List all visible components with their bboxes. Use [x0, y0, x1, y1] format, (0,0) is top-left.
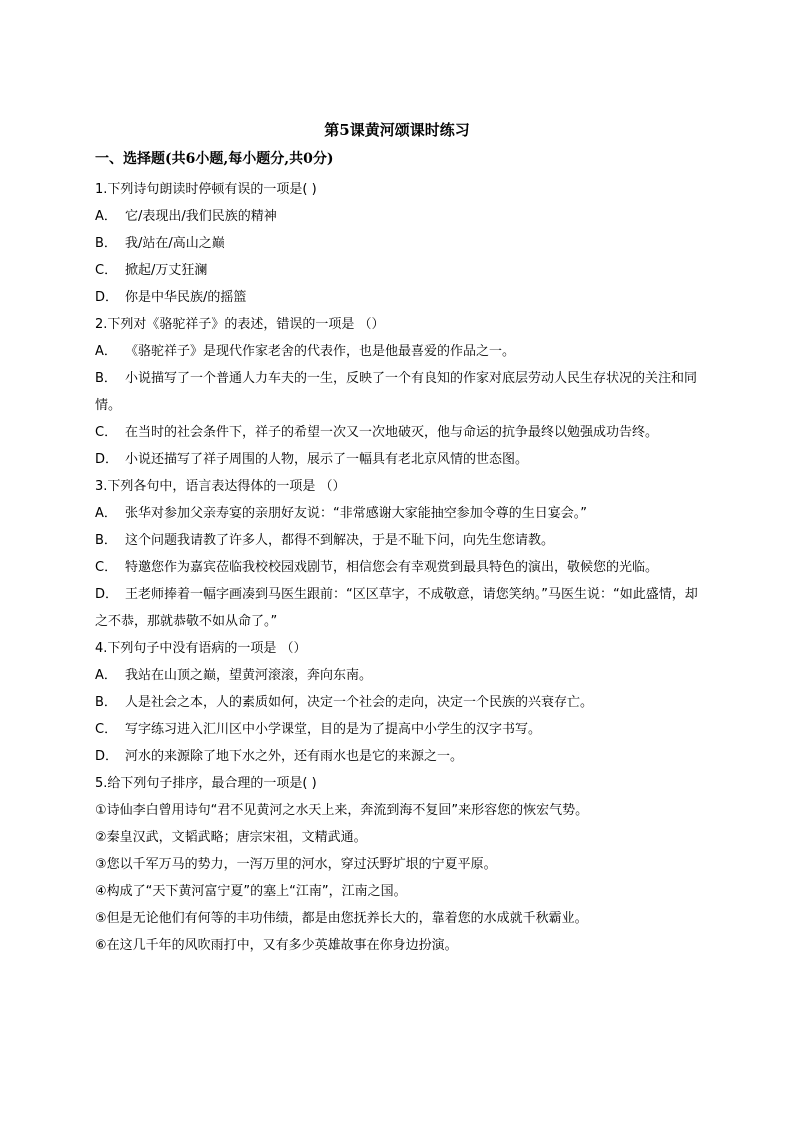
question-2-option-d	[95, 446, 705, 473]
option-label: A．	[95, 668, 117, 683]
question-5-sentence-1: ①诗仙李白曾用诗句“君不见黄河之水天上来，奔流到海不复回”来形容您的恢宏气势。	[95, 803, 589, 818]
option-text: 它/表现出/我们民族的精神	[125, 209, 277, 224]
question-2-option-a	[95, 338, 705, 365]
question-3-option-c	[95, 554, 705, 581]
question-1-option-d	[95, 284, 705, 311]
question-4-option-a	[95, 662, 705, 689]
option-text: 我站在山顶之巅，望黄河滚滚，奔向东南。	[125, 668, 373, 683]
question-4-option-d	[95, 743, 705, 770]
question-3-option-b	[95, 527, 705, 554]
option-label: C．	[95, 425, 118, 440]
option-label: A．	[95, 209, 117, 224]
section-heading: 一、选择题(共6小题,每小题分,共0分)	[95, 151, 334, 167]
option-label: B．	[95, 533, 117, 548]
option-label: D．	[95, 587, 119, 602]
question-1-stem: 1.下列诗句朗读时停顿有误的一项是( )	[95, 182, 317, 197]
question-list	[95, 176, 705, 959]
option-label: C．	[95, 560, 118, 575]
option-text: 在当时的社会条件下，祥子的希望一次又一次地破灭，他与命运的抗争最终以勉强成功告终。	[125, 425, 659, 440]
question-5-sentence-6: ⑥在这几千年的风吹雨打中，又有多少英雄故事在你身边扮演。	[95, 938, 458, 953]
question-2-option-c	[95, 419, 705, 446]
option-label: D．	[95, 290, 119, 305]
question-4-option-b	[95, 689, 705, 716]
question-2-option-b	[95, 365, 705, 419]
option-text: 河水的来源除了地下水之外，还有雨水也是它的来源之一。	[125, 749, 464, 764]
question-3-option-d	[95, 581, 705, 635]
question-3-stem: 3.下列各句中，语言表达得体的一项是 （）	[95, 479, 346, 494]
option-text: 人是社会之本，人的素质如何，决定一个社会的走向，决定一个民族的兴衰存亡。	[125, 695, 594, 710]
option-label: C．	[95, 263, 118, 278]
question-4-stem: 4.下列句子中没有语病的一项是 （）	[95, 641, 307, 656]
option-label: D．	[95, 749, 119, 764]
option-label: A．	[95, 344, 117, 359]
option-text: 这个问题我请教了许多人，都得不到解决，于是不耻下问，向先生您请教。	[125, 533, 555, 548]
question-1-option-a	[95, 203, 705, 230]
option-label: B．	[95, 371, 117, 386]
question-2-stem: 2.下列对《骆驼祥子》的表述，错误的一项是 （）	[95, 317, 385, 332]
option-text: 小说还描写了祥子周围的人物，展示了一幅具有老北京风情的世态图。	[125, 452, 529, 467]
question-5-stem: 5.给下列句子排序，最合理的一项是( )	[95, 776, 317, 791]
page-title: 第5课黄河颂课时练习	[324, 121, 470, 139]
option-text: 王老师捧着一幅字画凑到马医生跟前：“区区草字，不成敬意，请您笑纳。”马医生说：“如此盛情，却之不恭，那就恭敬不如从命了。”	[95, 587, 698, 629]
option-label: D．	[95, 452, 119, 467]
option-text: 写字练习进入汇川区中小学课堂，目的是为了提高中小学生的汉字书写。	[125, 722, 542, 737]
question-3-option-a	[95, 500, 705, 527]
option-text: 掀起/万丈狂澜	[125, 263, 208, 278]
option-label: A．	[95, 506, 117, 521]
option-label: B．	[95, 695, 117, 710]
option-text: 小说描写了一个普通人力车夫的一生，反映了一个有良知的作家对底层劳动人民生存状况的关注和同情。	[95, 371, 698, 413]
option-label: B．	[95, 236, 117, 251]
question-5-sentence-2: ②秦皇汉武，文韬武略；唐宗宋祖，文精武通。	[95, 830, 367, 845]
question-5-sentence-4: ④构成了“天下黄河富宁夏”的塞上“江南”，江南之国。	[95, 884, 407, 899]
option-text: 《骆驼祥子》是现代作家老舍的代表作，也是他最喜爱的作品之一。	[125, 344, 516, 359]
question-1-option-b	[95, 230, 705, 257]
option-label: C．	[95, 722, 118, 737]
option-text: 我/站在/高山之巅	[125, 236, 225, 251]
question-5-sentence-5: ⑤但是无论他们有何等的丰功伟绩，都是由您抚养长大的，靠着您的水成就千秋霸业。	[95, 911, 588, 926]
option-text: 张华对参加父亲寿宴的亲朋好友说：“非常感谢大家能抽空参加令尊的生日宴会。”	[125, 506, 587, 521]
option-text: 特邀您作为嘉宾莅临我校校园戏剧节，相信您会有幸观赏到最具特色的演出，敬候您的光临。	[125, 560, 659, 575]
question-5-sentence-3: ③您以千军万马的势力，一泻万里的河水，穿过沃野圹垠的宁夏平原。	[95, 857, 497, 872]
question-4-option-c	[95, 716, 705, 743]
option-text: 你是中华民族/的摇篮	[125, 290, 247, 305]
question-1-option-c	[95, 257, 705, 284]
